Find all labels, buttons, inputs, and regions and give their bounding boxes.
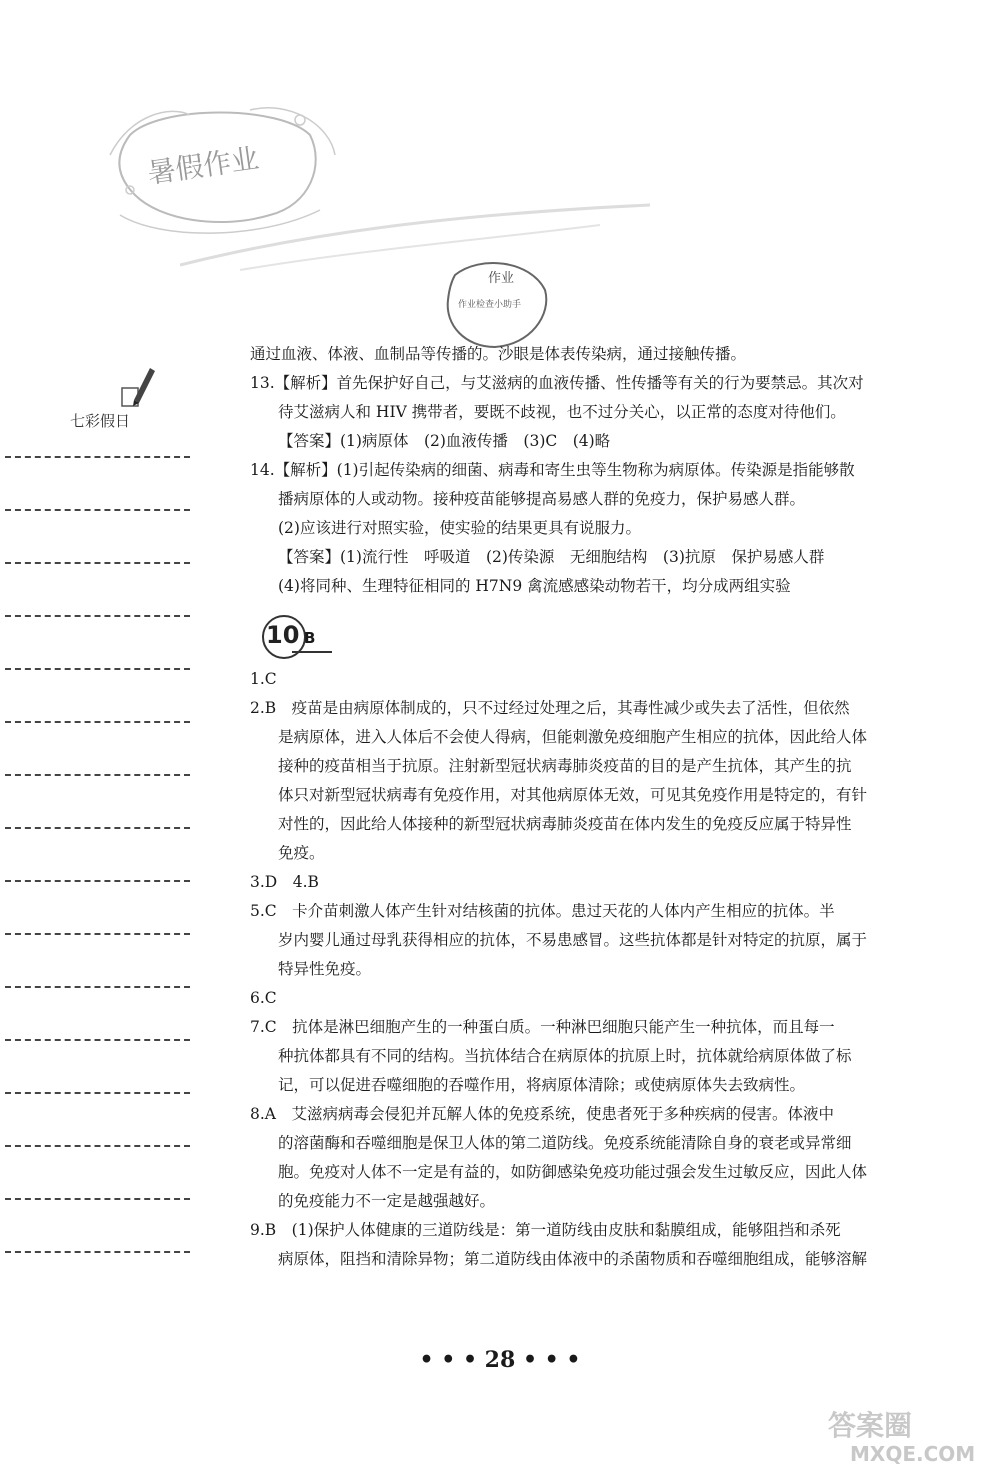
note-line bbox=[5, 562, 190, 564]
stamp-title: 作业 bbox=[488, 271, 515, 286]
stamp-subtitle: 作业检查小助手 bbox=[458, 300, 522, 310]
page-number: • • • 28 • • • bbox=[419, 1347, 581, 1373]
watermark-text: 答案圈 bbox=[828, 1409, 913, 1442]
text-line: 13.【解析】首先保护好自己，与艾滋病的血液传播、性传播等有关的行为要禁忌。其次对 bbox=[250, 374, 864, 392]
text-line: 种抗体都具有不同的结构。当抗体结合在病原体的抗原上时，抗体就给病原体做了标 bbox=[278, 1047, 852, 1065]
note-line bbox=[5, 774, 190, 776]
note-line bbox=[5, 986, 190, 988]
note-line bbox=[5, 1092, 190, 1094]
note-line bbox=[5, 456, 190, 458]
text-line: 病原体，阻挡和清除异物；第二道防线由体液中的杀菌物质和吞噬细胞组成，能够溶解 bbox=[278, 1250, 868, 1268]
text-line: 的免疫能力不一定是越强越好。 bbox=[278, 1192, 496, 1210]
text-line: 6.C bbox=[250, 989, 277, 1007]
text-line: 记，可以促进吞噬细胞的吞噬作用，将病原体清除；或使病原体失去致病性。 bbox=[278, 1076, 806, 1094]
note-line bbox=[5, 827, 190, 829]
text-line: 3.D 4.B bbox=[250, 873, 319, 891]
text-line: 胞。免疫对人体不一定是有益的，如防御感染免疫功能过强会发生过敏反应，因此人体 bbox=[278, 1163, 868, 1181]
note-line bbox=[5, 509, 190, 511]
text-line: 免疫。 bbox=[278, 844, 325, 862]
note-line bbox=[5, 1145, 190, 1147]
text-line: 体只对新型冠状病毒有免疫作用，对其他病原体无效，可见其免疫作用是特定的，有针 bbox=[278, 786, 868, 804]
pencil-icon bbox=[120, 362, 160, 412]
text-line: 1.C bbox=[250, 670, 277, 688]
note-line bbox=[5, 1039, 190, 1041]
note-line bbox=[5, 668, 190, 670]
text-line: 待艾滋病人和 HIV 携带者，要既不歧视，也不过分关心，以正常的态度对待他们。 bbox=[278, 403, 846, 421]
text-line: 通过血液、体液、血制品等传播的。沙眼是体表传染病，通过接触传播。 bbox=[250, 345, 747, 363]
text-line: 2.B 疫苗是由病原体制成的，只不过经过处理之后，其毒性减少或失去了活性，但依然 bbox=[250, 699, 850, 717]
logo-text: 暑假作业 bbox=[145, 141, 262, 190]
note-line bbox=[5, 1251, 190, 1253]
watermark-url: MXQE.COM bbox=[850, 1442, 976, 1465]
text-line: 【答案】(1)病原体 (2)血液传播 (3)C (4)略 bbox=[278, 432, 611, 450]
text-line: (2)应该进行对照实验，使实验的结果更具有说服力。 bbox=[278, 519, 641, 537]
text-line: 14.【解析】(1)引起传染病的细菌、病毒和寄生虫等生物称为病原体。传染源是指能够散 bbox=[250, 461, 855, 479]
section-header bbox=[262, 607, 332, 657]
text-line: (4)将同种、生理特征相同的 H7N9 禽流感感染动物若干，均分成两组实验 bbox=[278, 577, 791, 595]
section-number: 10 bbox=[266, 621, 300, 649]
text-line: 【答案】(1)流行性 呼吸道 (2)传染源 无细胞结构 (3)抗原 保护易感人群 bbox=[278, 548, 825, 566]
decorative-swoosh bbox=[180, 195, 660, 275]
text-line: 5.C 卡介苗刺激人体产生针对结核菌的抗体。患过天花的人体内产生相应的抗体。半 bbox=[250, 902, 835, 920]
text-line: 8.A 艾滋病病毒会侵犯并瓦解人体的免疫系统，使患者死于多种疾病的侵害。体液中 bbox=[250, 1105, 834, 1123]
text-line: 9.B (1)保护人体健康的三道防线是：第一道防线由皮肤和黏膜组成，能够阻挡和杀死 bbox=[250, 1221, 841, 1239]
text-line: 播病原体的人或动物。接种疫苗能够提高易感人群的免疫力，保护易感人群。 bbox=[278, 490, 806, 508]
note-line bbox=[5, 880, 190, 882]
note-line bbox=[5, 721, 190, 723]
sidebar-label: 七彩假日 bbox=[70, 412, 131, 430]
note-line bbox=[5, 615, 190, 617]
note-line bbox=[5, 1198, 190, 1200]
text-line: 的溶菌酶和吞噬细胞是保卫人体的第二道防线。免疫系统能清除自身的衰老或异常细 bbox=[278, 1134, 852, 1152]
text-line: 接种的疫苗相当于抗原。注射新型冠状病毒肺炎疫苗的目的是产生抗体，其产生的抗 bbox=[278, 757, 852, 775]
answer-content bbox=[250, 340, 885, 1274]
text-line: 岁内婴儿通过母乳获得相应的抗体，不易患感冒。这些抗体都是针对特定的抗原，属于 bbox=[278, 931, 868, 949]
text-line: 是病原体，进入人体后不会使人得病，但能刺激免疫细胞产生相应的抗体，因此给人体 bbox=[278, 728, 868, 746]
note-line bbox=[5, 933, 190, 935]
text-line: 7.C 抗体是淋巴细胞产生的一种蛋白质。一种淋巴细胞只能产生一种抗体，而且每一 bbox=[250, 1018, 835, 1036]
text-line: 对性的，因此给人体接种的新型冠状病毒肺炎疫苗在体内发生的免疫反应属于特异性 bbox=[278, 815, 852, 833]
section-letter: B bbox=[304, 629, 316, 647]
section-underline bbox=[292, 651, 332, 653]
site-watermark bbox=[820, 1405, 995, 1465]
text-line: 特异性免疫。 bbox=[278, 960, 372, 978]
